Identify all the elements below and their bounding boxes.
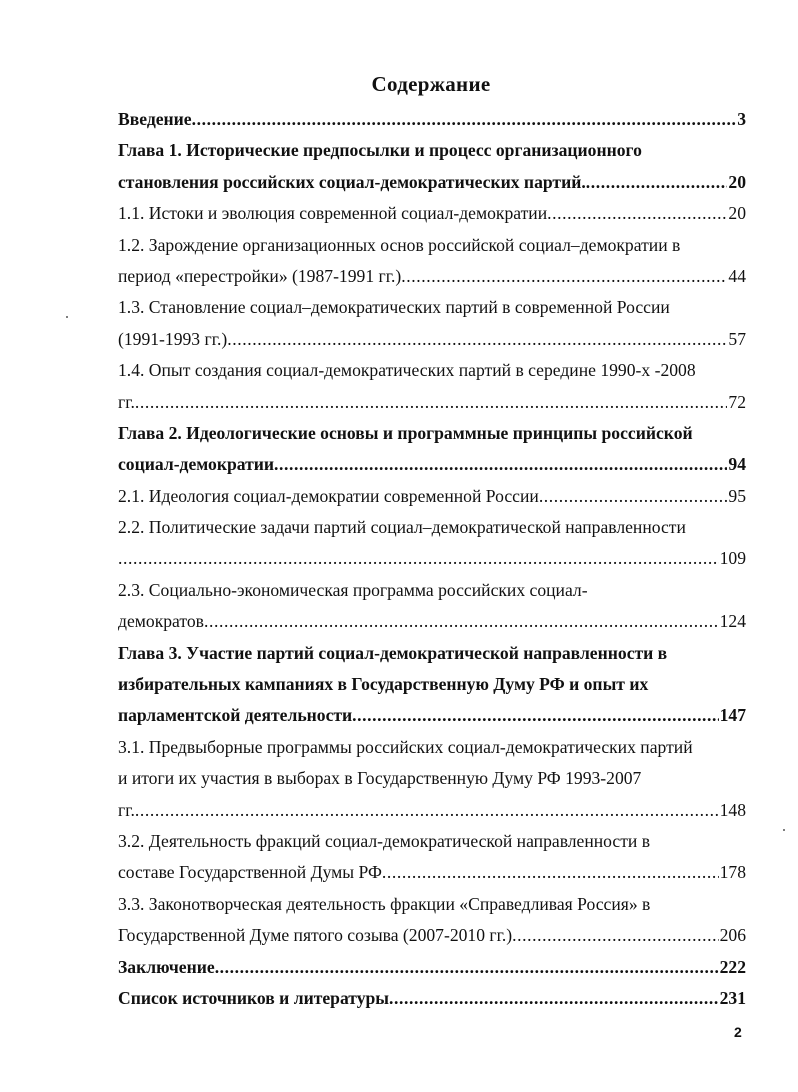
toc-entry-title: 2.1. Идеология социал-демократии современной России [118, 485, 539, 506]
toc-page-number: 20 [728, 171, 746, 192]
toc-line [118, 606, 746, 637]
toc-dot-leader [135, 387, 728, 418]
toc-entry [118, 732, 746, 826]
toc-dot-leader [118, 543, 719, 574]
toc-line [118, 135, 746, 166]
toc-line [118, 920, 746, 951]
toc-line [118, 418, 746, 449]
toc-line [118, 198, 746, 229]
toc-line [118, 355, 746, 386]
toc-entry [118, 198, 746, 229]
toc-line [118, 732, 746, 763]
toc-dot-leader [389, 983, 719, 1014]
toc-entry [118, 104, 746, 135]
toc-entry-title: 1.1. Истоки и эволюция современной социал-демократии [118, 203, 548, 224]
toc-line [118, 543, 746, 574]
toc-line [118, 292, 746, 323]
toc-entry-title: Список источников и литературы [118, 987, 390, 1008]
toc-entry-title: Введение [118, 109, 192, 129]
toc-entry-title: гг. [118, 799, 135, 820]
toc-dot-leader [512, 920, 718, 951]
scan-speck [66, 316, 68, 318]
toc-entry-title: гг. [118, 391, 135, 412]
toc-entry [118, 983, 746, 1014]
toc-page-number: 222 [719, 956, 746, 977]
toc-entry-title: 3.1. Предвыборные программы российских социал-демократических партий [118, 736, 693, 757]
toc-line [118, 387, 746, 418]
toc-line [118, 638, 746, 669]
toc-line [118, 575, 746, 606]
toc-page-number: 178 [719, 862, 746, 883]
toc-entry-title: и итоги их участия в выборах в Государственную Думу РФ 1993-2007 [118, 768, 642, 789]
toc-entry-title: период «перестройки» (1987-1991 гг.) [118, 265, 402, 286]
toc-line [118, 763, 746, 794]
toc-entry [118, 355, 746, 418]
toc-entry-title: 1.2. Зарождение организационных основ российской социал–демократии в [118, 234, 681, 255]
toc-page-number: 3 [737, 109, 746, 129]
toc-entry-title: 3.3. Законотворческая деятельность фракции «Справедливая Россия» в [118, 893, 651, 914]
toc-line [118, 857, 746, 888]
toc-entry [118, 418, 746, 481]
toc-dot-leader [401, 261, 727, 292]
toc-dot-leader [382, 857, 719, 888]
toc-line [118, 230, 746, 261]
toc-entry-title: 2.2. Политические задачи партий социал–демократической направленности [118, 517, 686, 538]
toc-entry [118, 638, 746, 732]
toc-page-number: 231 [719, 987, 746, 1008]
toc-entry-title: парламентской деятельности [118, 705, 353, 726]
page-title: Содержание [371, 72, 491, 96]
toc-line [118, 261, 746, 292]
toc-entry-title: становления российских социал-демократических партий. [118, 171, 586, 192]
toc-line [118, 983, 746, 1014]
toc-line [118, 795, 746, 826]
toc-page-number: 95 [728, 485, 746, 506]
toc-entry-title: социал-демократии [118, 454, 274, 475]
toc-entry-title: 1.3. Становление социал–демократических партий в современной России [118, 297, 670, 318]
toc-entry-title: 1.4. Опыт создания социал-демократических партий в середине 1990-х -2008 [118, 360, 696, 381]
toc-line [118, 512, 746, 543]
toc-line [118, 889, 746, 920]
toc-line [118, 481, 746, 512]
toc-page-number: 206 [719, 925, 746, 946]
toc-page-number: 148 [719, 799, 746, 820]
toc-entry [118, 952, 746, 983]
toc-line [118, 952, 746, 983]
toc-entry [118, 135, 746, 198]
toc-entry [118, 230, 746, 293]
page-number: 2 [734, 1024, 742, 1040]
toc-entry-title: Заключение [118, 956, 215, 977]
toc-line [118, 826, 746, 857]
toc-entry [118, 481, 746, 512]
toc-page-number: 124 [719, 611, 746, 632]
toc-line [118, 324, 746, 355]
toc-entry [118, 575, 746, 638]
toc-entry-title: 3.2. Деятельность фракций социал-демократической направленности в [118, 830, 651, 851]
toc-line [118, 167, 746, 198]
toc-page-number: 44 [728, 265, 746, 286]
toc-page-number: 57 [728, 328, 746, 349]
toc-dot-leader [539, 481, 728, 512]
toc-dot-leader [352, 700, 718, 731]
toc-dot-leader [192, 104, 737, 135]
toc-page-number: 94 [728, 454, 746, 475]
toc-entry-title: Глава 3. Участие партий социал-демократической направленности в [118, 642, 668, 663]
toc-dot-leader [586, 167, 728, 198]
toc-dot-leader [204, 606, 719, 637]
toc-page-number: 72 [728, 391, 746, 412]
toc-entry-title: 2.3. Социально-экономическая программа российских социал- [118, 579, 588, 600]
toc-entry-title: (1991-1993 гг.) [118, 328, 228, 349]
toc-entry [118, 826, 746, 889]
toc-dot-leader [135, 795, 719, 826]
toc-page-number: 109 [719, 548, 746, 569]
toc-entry [118, 889, 746, 952]
table-of-contents [118, 104, 746, 1014]
toc-dot-leader [215, 952, 719, 983]
toc-line [118, 104, 746, 135]
toc-entry-title: Глава 1. Исторические предпосылки и процесс организационного [118, 140, 642, 161]
toc-entry-title: Государственной Думе пятого созыва (2007-2010 гг.) [118, 925, 513, 946]
toc-dot-leader [227, 324, 727, 355]
toc-entry-title: составе Государственной Думы РФ [118, 862, 382, 883]
toc-entry-title: демократов [118, 611, 204, 632]
toc-entry [118, 292, 746, 355]
toc-page-number: 20 [728, 203, 746, 224]
toc-entry-title: Глава 2. Идеологические основы и программные принципы российской [118, 422, 693, 443]
toc-entry [118, 512, 746, 575]
toc-line [118, 700, 746, 731]
toc-dot-leader [547, 198, 727, 229]
scan-speck [783, 829, 785, 831]
toc-line [118, 449, 746, 480]
toc-page-number: 147 [719, 705, 746, 726]
toc-line [118, 669, 746, 700]
toc-entry-title: избирательных кампаниях в Государственную Думу РФ и опыт их [118, 674, 649, 695]
toc-dot-leader [274, 449, 727, 480]
